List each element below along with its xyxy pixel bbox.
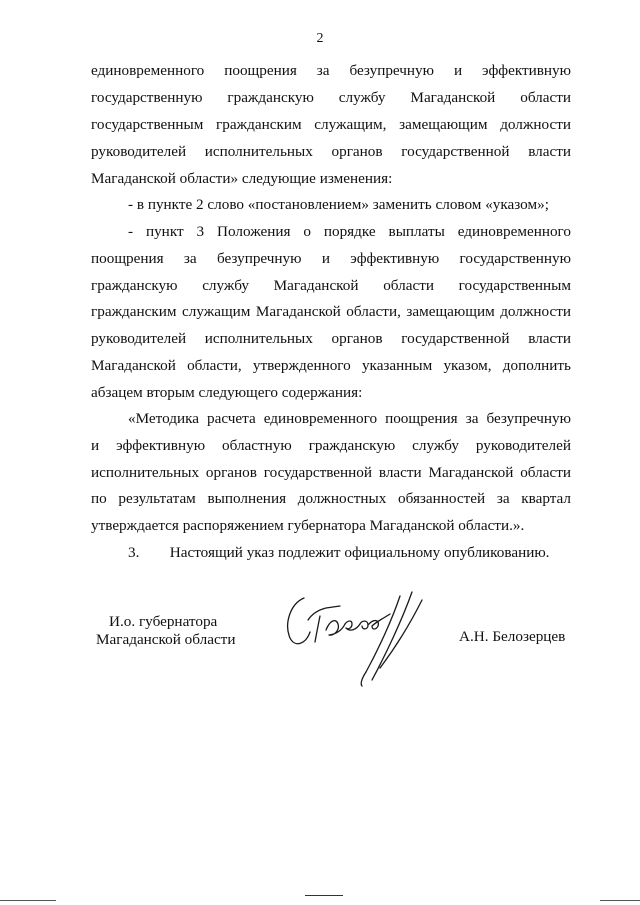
body-line: исполнительных органов государственной власти Магаданской области [91,464,571,481]
body-line: руководителей исполнительных органов государственной власти [91,143,571,160]
body-line: утверждается распоряжением губернатора Магаданской области.». [91,517,525,534]
body-line: гражданским служащим Магаданской области, замещающим должности [91,303,571,320]
body-line: Магаданской области» следующие изменения: [91,170,393,187]
body-line: государственную гражданскую службу Магаданской области [91,89,571,106]
body-line: - в пункте 2 слово «постановлением» заменить словом «указом»; [128,196,549,213]
footer-divider [600,900,640,901]
body-line: Магаданской области, утвержденного указанным указом, дополнить [91,357,571,374]
page-number: 2 [316,31,324,46]
body-line: - пункт 3 Положения о порядке выплаты единовременного [128,223,571,240]
body-line: и эффективную областную гражданскую службу руководителей [91,437,571,454]
body-line: единовременного поощрения за безупречную и эффективную [91,62,571,79]
body-line: государственным гражданским служащим, замещающим должности [91,116,571,133]
body-line: «Методика расчета единовременного поощрения за безупречную [128,410,571,427]
footer-rule [305,895,343,896]
signatory-title-line-1: И.о. губернатора [109,613,218,630]
body-line: абзацем вторым следующего содержания: [91,384,363,401]
body-line: по результатам выполнения должностных обязанностей за квартал [91,490,571,507]
body-line: руководителей исполнительных органов государственной власти [91,330,571,347]
body-line: гражданскую службу Магаданской области государственным [91,277,571,294]
footer-divider [0,900,56,901]
signatory-title-line-2: Магаданской области [96,631,236,648]
body-line: 3. Настоящий указ подлежит официальному опубликованию. [128,544,550,561]
handwritten-signature [282,590,442,690]
signatory-name: А.Н. Белозерцев [459,628,566,645]
body-line: поощрения за безупречную и эффективную государственную [91,250,571,267]
